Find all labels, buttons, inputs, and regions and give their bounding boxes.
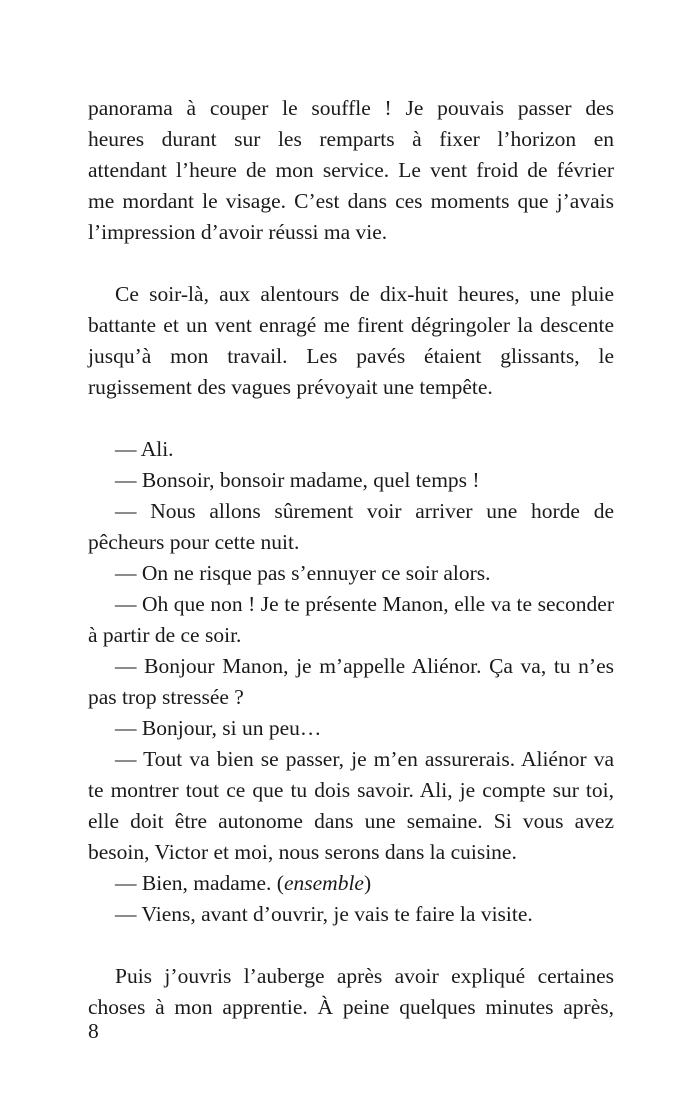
paragraph-1	[88, 93, 614, 248]
text-line: choses à mon apprentie. À peine quelques minutes après,	[88, 995, 614, 1019]
dialogue-line: — Ali.	[115, 437, 174, 461]
dialogue-line: elle doit être autonome dans une semaine. Si vous avez	[88, 809, 614, 833]
paragraph-gap	[88, 248, 614, 279]
text-line: me mordant le visage. C’est dans ces moments que j’avais	[88, 189, 614, 213]
dialogue-line: — Bonjour Manon, je m’appelle Aliénor. Ça va, tu n’es	[115, 654, 614, 678]
dialogue-text: )	[363, 871, 372, 895]
paragraph-3	[88, 961, 614, 1023]
page-body	[88, 93, 614, 1023]
dialogue-line: — Oh que non ! Je te présente Manon, elle va te seconder	[115, 592, 614, 616]
text-line: rugissement des vagues prévoyait une tempête.	[88, 375, 493, 399]
dialogue-line: — Bonjour, si un peu…	[115, 716, 322, 740]
dialogue-line: te montrer tout ce que tu dois savoir. Ali, je compte sur toi,	[88, 778, 614, 802]
paragraph-2	[88, 279, 614, 403]
dialogue-text: — Bien, madame. (	[115, 871, 284, 895]
paragraph-gap	[88, 930, 614, 961]
text-line: heures durant sur les remparts à fixer l’horizon en	[88, 127, 614, 151]
page-number: 8	[88, 1019, 99, 1043]
dialogue-line: — Tout va bien se passer, je m’en assurerais. Aliénor va	[115, 747, 614, 771]
dialogue-line: pas trop stressée ?	[88, 685, 244, 709]
dialogue-line	[88, 868, 614, 899]
dialogue-line: — On ne risque pas s’ennuyer ce soir alors.	[115, 561, 491, 585]
text-line: attendant l’heure de mon service. Le vent froid de février	[88, 158, 614, 182]
dialogue-block	[88, 434, 614, 930]
dialogue-line: à partir de ce soir.	[88, 623, 242, 647]
text-line: panorama à couper le souffle ! Je pouvais passer des	[88, 96, 614, 120]
dialogue-line: pêcheurs pour cette nuit.	[88, 530, 300, 554]
text-line: jusqu’à mon travail. Les pavés étaient glissants, le	[88, 344, 614, 368]
dialogue-line: — Nous allons sûrement voir arriver une horde de	[115, 499, 614, 523]
paragraph-gap	[88, 403, 614, 434]
stage-direction: ensemble	[283, 871, 364, 895]
text-line: l’impression d’avoir réussi ma vie.	[88, 220, 388, 244]
text-line: battante et un vent enragé me firent dégringoler la descente	[88, 313, 614, 337]
text-line: Ce soir-là, aux alentours de dix-huit heures, une pluie	[115, 282, 614, 306]
dialogue-line: — Viens, avant d’ouvrir, je vais te faire la visite.	[115, 902, 533, 926]
text-line: Puis j’ouvris l’auberge après avoir expliqué certaines	[115, 964, 614, 988]
dialogue-line: besoin, Victor et moi, nous serons dans la cuisine.	[88, 840, 517, 864]
dialogue-line: — Bonsoir, bonsoir madame, quel temps !	[115, 468, 480, 492]
